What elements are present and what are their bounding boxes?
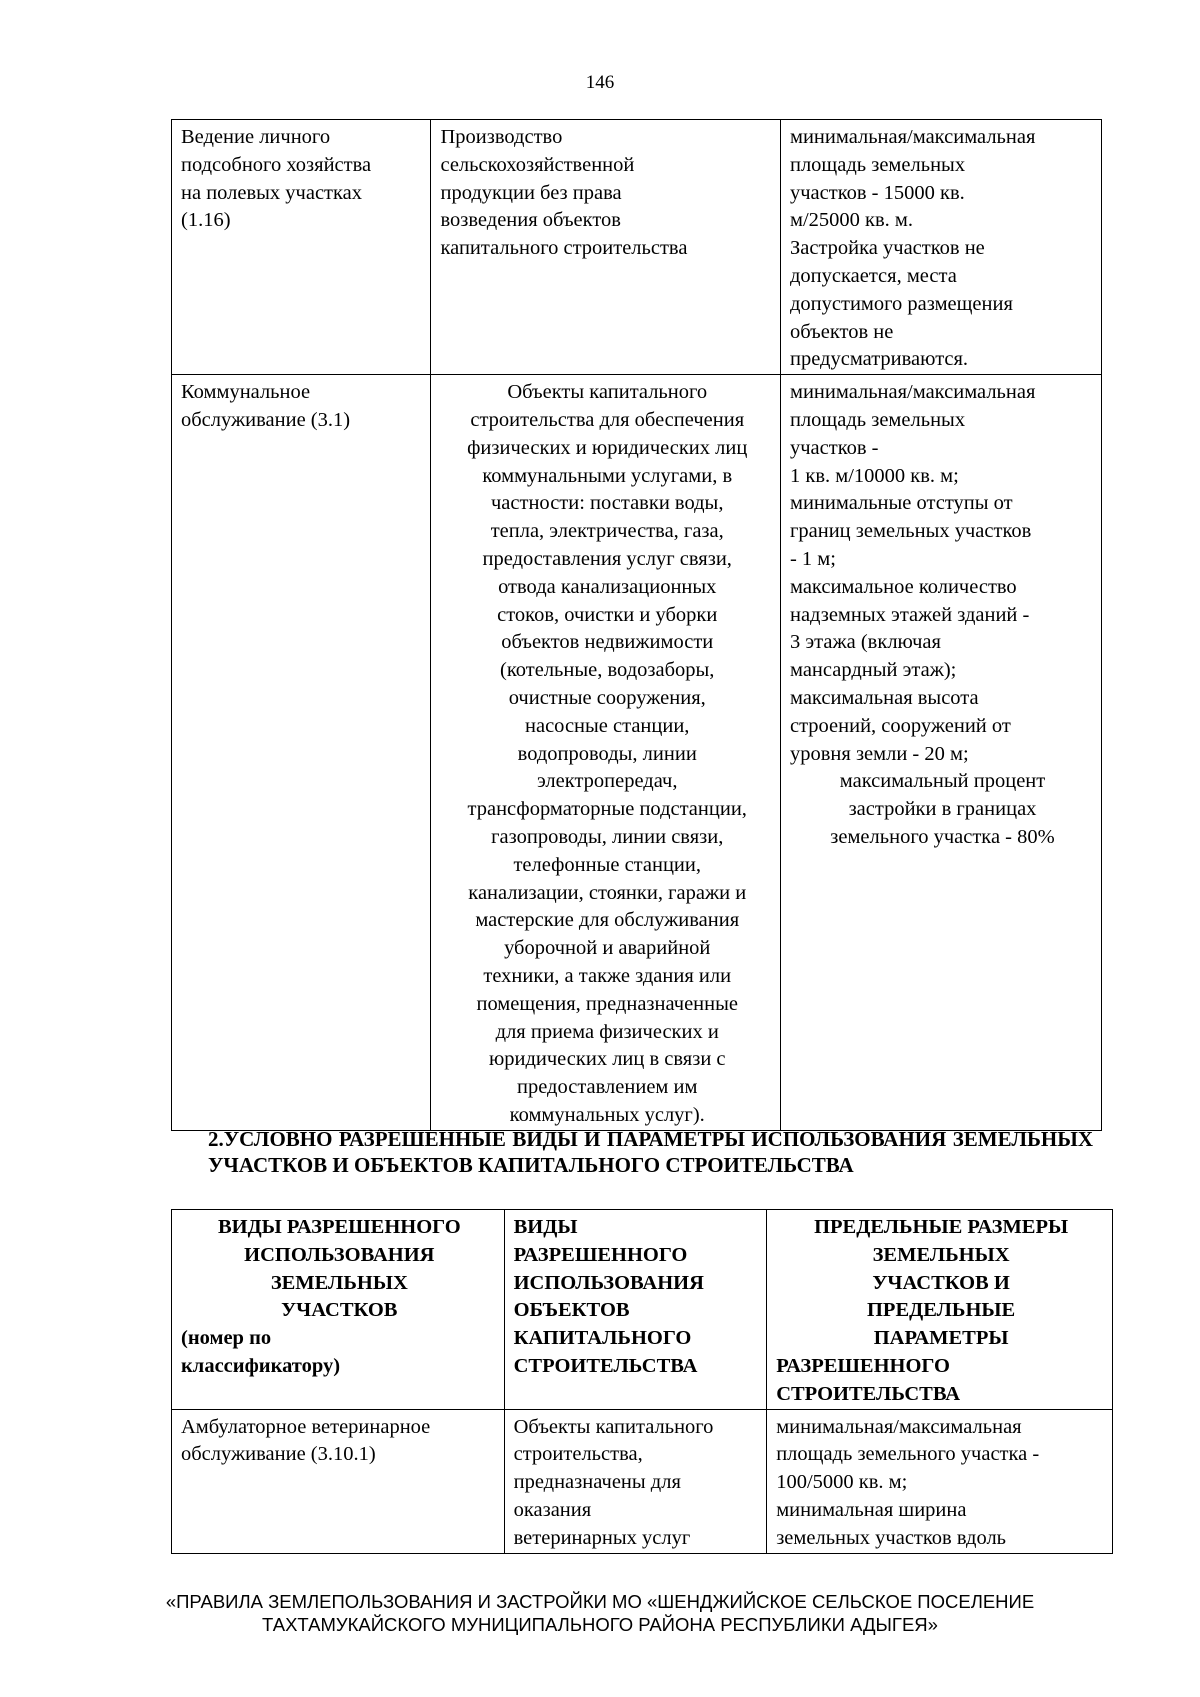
table-row bbox=[172, 120, 1102, 375]
parameters-text: минимальная/максимальная площадь земельных участков - 1 кв. м/10000 кв. м; минимальные отступы от границ земельных участков - 1 м; максимальное количество надземных этажей зданий - 3 этажа (включая мансардный этаж); максимальная высота строений, сооружений от уровня земли - 20 м; bbox=[789, 381, 1036, 765]
parameters-cell: минимальная/максимальная площадь земельных участков - 15000 кв. м/25000 кв. м. Застройка участков не допускается, места допустимого размещения объектов не предусматриваются. bbox=[780, 120, 1101, 375]
use-type-cell: Ведение личного подсобного хозяйства на полевых участках (1.16) bbox=[172, 120, 431, 375]
header-cell-use-types bbox=[172, 1210, 505, 1410]
objects-cell: Объекты капитального строительства, предназначены для оказания ветеринарных услуг bbox=[504, 1409, 767, 1553]
parameters-cell: минимальная/максимальная площадь земельного участка - 100/5000 кв. м; минимальная ширина земельных участков вдоль bbox=[767, 1409, 1113, 1553]
objects-cell: Производство сельскохозяйственной продукции без права возведения объектов капитального строительства bbox=[431, 120, 781, 375]
table-row bbox=[172, 375, 1102, 1131]
header-cell-objects: ВИДЫ РАЗРЕШЕННОГО ИСПОЛЬЗОВАНИЯ ОБЪЕКТОВ КАПИТАЛЬНОГО СТРОИТЕЛЬСТВА bbox=[504, 1210, 767, 1410]
table-header-row bbox=[172, 1210, 1113, 1410]
permitted-uses-table bbox=[171, 119, 1102, 1131]
header-cell-parameters bbox=[767, 1210, 1113, 1410]
table-row bbox=[172, 1409, 1113, 1553]
header-text: ПРЕДЕЛЬНЫЕ РАЗМЕРЫ ЗЕМЕЛЬНЫХ УЧАСТКОВ И ПРЕДЕЛЬНЫЕ ПАРАМЕТРЫ bbox=[814, 1216, 1069, 1350]
header-text-left: РАЗРЕШЕННОГО СТРОИТЕЛЬСТВА bbox=[776, 1354, 961, 1405]
header-subtext: (номер по классификатору) bbox=[181, 1327, 341, 1377]
section-heading: 2.УСЛОВНО РАЗРЕШЕННЫЕ ВИДЫ И ПАРАМЕТРЫ ИСПОЛЬЗОВАНИЯ ЗЕМЕЛЬНЫХ УЧАСТКОВ И ОБЪЕКТОВ КАПИТАЛЬНОГО СТРОИТЕЛЬСТВА bbox=[208, 1127, 1093, 1177]
parameters-cell bbox=[780, 375, 1101, 1131]
use-type-cell: Коммунальное обслуживание (3.1) bbox=[172, 375, 431, 1131]
document-footer: «ПРАВИЛА ЗЕМЛЕПОЛЬЗОВАНИЯ И ЗАСТРОЙКИ МО «ШЕНДЖИЙСКОЕ СЕЛЬСКОЕ ПОСЕЛЕНИЕ ТАХТАМУКАЙСКОГО МУНИЦИПАЛЬНОГО РАЙОНА РЕСПУБЛИКИ АДЫГЕЯ» bbox=[165, 1591, 1035, 1635]
page-number: 146 bbox=[585, 72, 615, 93]
conditional-uses-table bbox=[171, 1209, 1113, 1554]
use-type-cell: Амбулаторное ветеринарное обслуживание (3.10.1) bbox=[172, 1409, 505, 1553]
objects-cell: Объекты капитального строительства для обеспечения физических и юридических лиц коммунальными услугами, в частности: поставки воды, тепла, электричества, газа, предоставления услуг связи, отвода канализационных стоков, очистки и уборки объектов недвижимости (котельные, водозаборы, очистные сооружения, насосные станции, водопроводы, линии электропередач, трансформаторные подстанции, газопроводы, линии связи, телефонные станции, канализации, стоянки, гаражи и мастерские для обслуживания уборочной и аварийной техники, а также здания или помещения, предназначенные для приема физических и юридических лиц в связи с предоставлением им коммунальных услуг). bbox=[431, 375, 781, 1131]
parameters-text-centered: максимальный процент застройки в границах земельного участка - 80% bbox=[830, 770, 1055, 848]
header-text: ВИДЫ РАЗРЕШЕННОГО ИСПОЛЬЗОВАНИЯ ЗЕМЕЛЬНЫХ УЧАСТКОВ bbox=[217, 1216, 461, 1322]
